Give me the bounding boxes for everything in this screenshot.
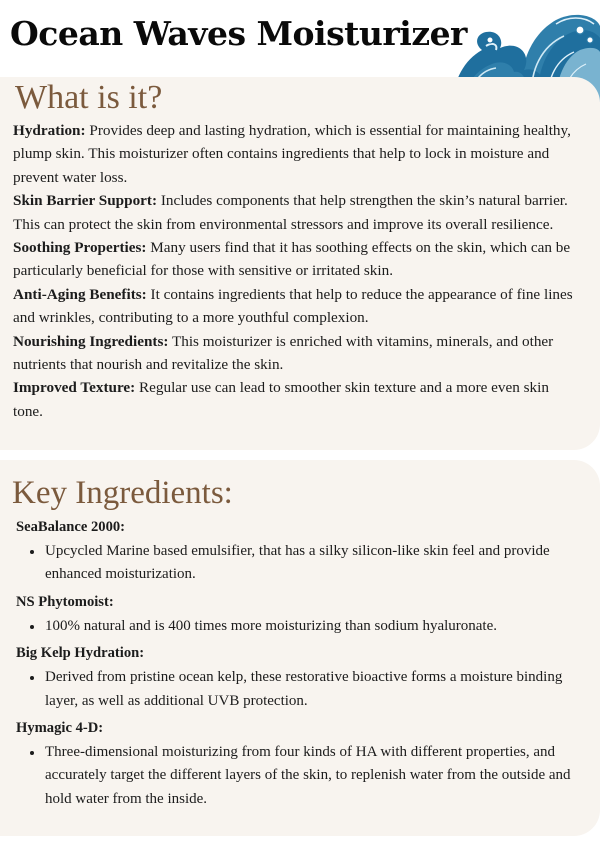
benefit-item	[13, 283, 581, 330]
benefit-item	[13, 376, 581, 423]
benefit-label: Improved Texture:	[13, 379, 136, 397]
ingredient-description: • Upcycled Marine based emulsifier, that has a silky silicon-like skin feel and provide enhanced moisturization.	[44, 540, 581, 587]
key-ingredients-heading: Key Ingredients:	[12, 475, 233, 511]
benefit-text: Regular use can lead to smoother skin texture and a more even skin tone.	[13, 379, 549, 420]
what-is-it-card	[0, 77, 600, 450]
ingredient-description: • 100% natural and is 400 times more moisturizing than sodium hyaluronate.	[44, 615, 581, 638]
ingredient-bullets	[16, 666, 581, 713]
page-title: Ocean Waves Moisturizer	[10, 14, 467, 53]
benefit-text: Many users find that it has soothing effects on the skin, which can be particularly beneficial for those with sensitive or irritated skin.	[13, 239, 571, 280]
benefit-text: Provides deep and lasting hydration, which is essential for maintaining healthy, plump skin. This moisturizer often contains ingredients that help to lock in moisture and prevent water loss.	[13, 122, 571, 186]
benefit-item	[13, 119, 581, 189]
benefit-item	[13, 330, 581, 377]
benefit-text: It contains ingredients that help to reduce the appearance of fine lines and wrinkles, contributing to a more youthful complexion.	[13, 285, 573, 327]
ingredient-name: NS Phytomoist:	[16, 593, 114, 610]
benefit-label: Skin Barrier Support:	[13, 192, 158, 210]
what-is-it-heading: What is it?	[15, 79, 163, 116]
benefit-label: Hydration:	[13, 122, 86, 139]
ingredient-name: SeaBalance 2000:	[16, 519, 126, 535]
benefit-text: This moisturizer is enriched with vitamins, minerals, and other nutrients that nourish and revitalize the skin.	[13, 332, 554, 374]
ingredient-bullets	[16, 741, 581, 811]
benefit-label: Anti-Aging Benefits:	[13, 285, 147, 303]
key-ingredients-card	[0, 460, 600, 836]
benefit-label: Soothing Properties:	[13, 239, 147, 257]
ingredient-bullets	[16, 540, 581, 587]
ingredient-name: Hymagic 4-D:	[16, 720, 104, 737]
ingredient-name: Big Kelp Hydration:	[16, 645, 145, 662]
ingredient-bullets	[16, 615, 581, 638]
benefit-item	[13, 236, 581, 283]
ingredient-description: • Derived from pristine ocean kelp, these restorative bioactive forms a moisture binding layer, as well as additional UVB protection.	[44, 666, 581, 713]
benefit-item	[13, 189, 581, 236]
benefit-label: Nourishing Ingredients:	[13, 332, 169, 350]
benefit-text: Includes components that help strengthen the skin’s natural barrier. This can protect the skin from environmental stressors and improve its overall resilience.	[13, 192, 568, 233]
ingredients-list	[16, 516, 581, 815]
benefits-list	[13, 119, 581, 423]
ingredient-description: • Three-dimensional moisturizing from four kinds of HA with different properties, and accurately target the different layers of the skin, to replenish water from the outside and hold water from the inside.	[44, 741, 581, 811]
